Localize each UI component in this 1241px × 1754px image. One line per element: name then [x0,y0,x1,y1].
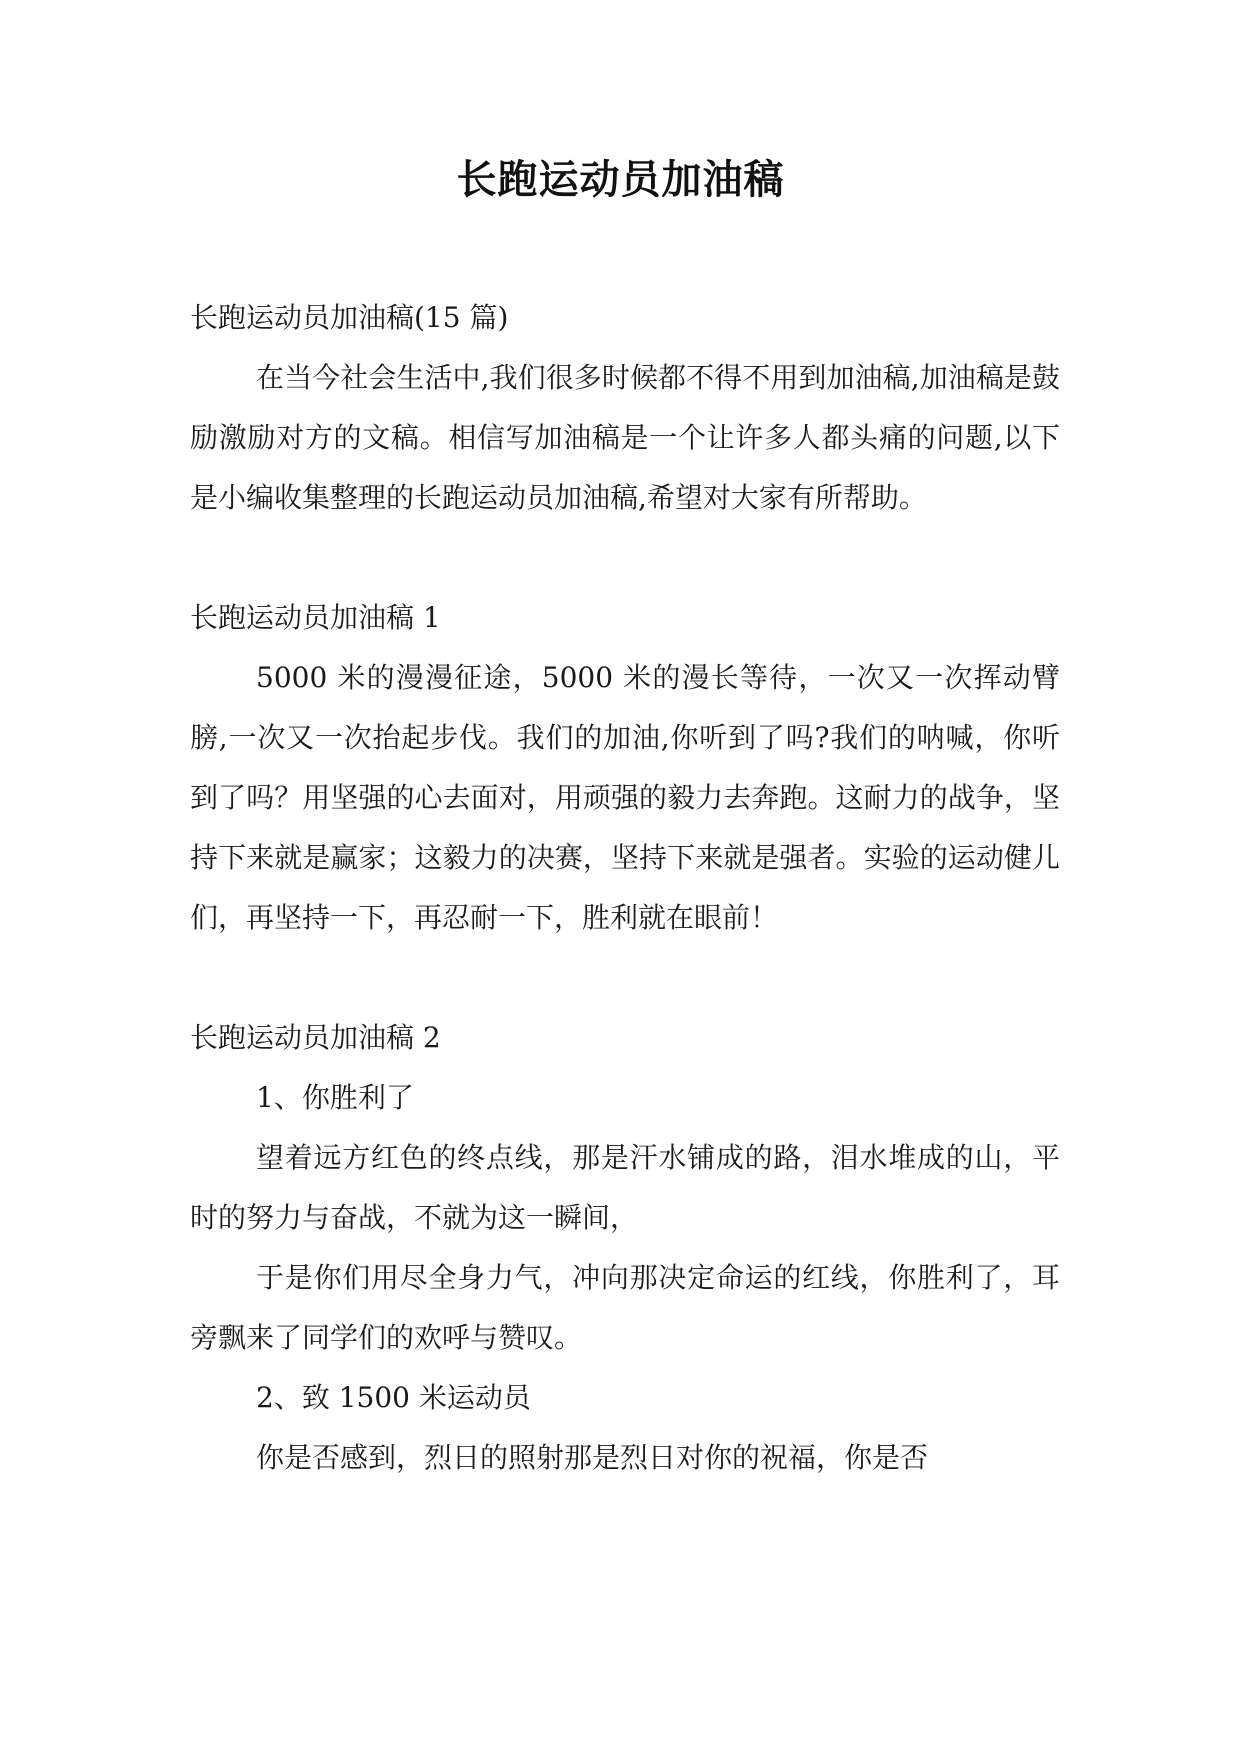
section-2-paragraph-2: 于是你们用尽全身力气，冲向那决定命运的红线，你胜利了，耳旁飘来了同学们的欢呼与赞叹。 [190,1261,1060,1354]
section-1-paragraph-1: 5000 米的漫漫征途，5000 米的漫长等待，一次又一次挥动臂膀,一次又一次抬起步伐。我们的加油,你听到了吗?我们的呐喊，你听到了吗？用坚强的心去面对，用顽强的毅力去奔跑。这耐力的战争，坚持下来就是赢家；这毅力的决赛，坚持下来就是强者。实验的运动健儿们，再坚持一下，再忍耐一下，胜利就在眼前！ [190,661,1060,934]
section-2-subheading-1: 1、你胜利了 [256,1081,414,1114]
section-2-paragraph-1: 望着远方红色的终点线，那是汗水铺成的路，泪水堆成的山，平时的努力与奋战，不就为这一瞬间， [190,1141,1060,1234]
section-2-paragraph-3: 你是否感到，烈日的照射那是烈日对你的祝福，你是否 [256,1441,929,1474]
document-title: 长跑运动员加油稿 [456,157,785,203]
section-heading-2: 长跑运动员加油稿 2 [190,1021,441,1054]
section-2-subheading-2: 2、致 1500 米运动员 [256,1381,531,1414]
intro-heading: 长跑运动员加油稿(15 篇) [190,301,509,334]
intro-paragraph: 在当今社会生活中,我们很多时候都不得不用到加油稿,加油稿是鼓励激励对方的文稿。相信写加油稿是一个让许多人都头痛的问题,以下是小编收集整理的长跑运动员加油稿,希望对大家有所帮助。 [190,361,1060,514]
section-heading-1: 长跑运动员加油稿 1 [190,601,441,634]
document-body [190,288,1060,1488]
